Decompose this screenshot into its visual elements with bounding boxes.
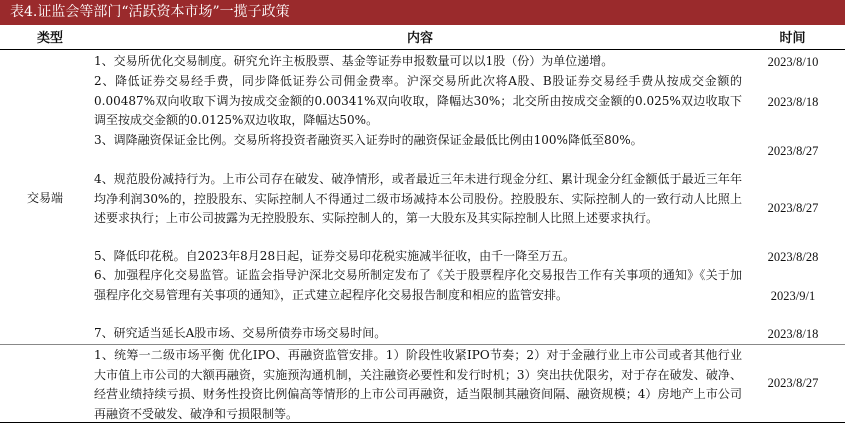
row-date: 2023/8/27 [767, 201, 819, 215]
section-type-trading: 交易端 [26, 191, 63, 205]
table-row: 2、降低证券交易经手费，同步降低证券公司佣金费率。沪深交易所此次将A股、B股证券交易经手费从按成交金额的0.00487%双向收取下调为按成交金额的0.00341%双向收取，降幅达30%；北交所由按成交金额的0.025%双边收取下调至按成交金额的0.0125%双边收取，降幅达50%。 [94, 74, 742, 127]
table-title: 表4.证监会等部门“活跃资本市场”一揽子政策 [10, 4, 290, 20]
header-time: 时间 [779, 31, 806, 46]
table-row: 7、研究适当延长A股市场、交易所债券市场交易时间。 [94, 326, 387, 340]
row-date: 2023/8/18 [767, 95, 819, 109]
header-type: 类型 [36, 31, 63, 46]
row-date: 2023/8/10 [767, 55, 819, 69]
row-date: 2023/8/27 [767, 144, 819, 158]
table-row: 6、加强程序化交易监管。证监会指导沪深北交易所制定发布了《关于股票程序化交易报告工作有关事项的通知》《关于加强程序化交易管理有关事项的通知》，正式建立起程序化交易报告制度和相应的监管安排。 [94, 268, 742, 302]
table-row: 4、规范股份减持行为。上市公司存在破发、破净情形，或者最近三年未进行现金分红、累计现金分红金额低于最近三年年均净利润30%的，控股股东、实际控制人不得通过二级市场减持本公司股份。控股股东、实际控制人的一致行动人比照上述要求执行；上市公司披露为无控股股东、实际控制人的，第一大股东及其实际控制人比照上述要求执行。 [94, 172, 742, 225]
row-date: 2023/9/1 [770, 289, 816, 303]
table-row: 3、调降融资保证金比例。交易所将投资者融资买入证券时的融资保证金最低比例由100%降低至80%。 [94, 133, 643, 147]
section-separator [0, 344, 845, 345]
table-row: 1、统筹一二级市场平衡 优化IPO、再融资监管安排。1）阶段性收紧IPO节奏；2）对于金融行业上市公司或者其他行业大市值上市公司的大额再融资，实施预沟通机制，关注融资必要性和发行时机；3）突出扶优限劣，对于存在破发、破净、经营业绩持续亏损、财务性投资比例偏高等情形的上市公司再融资，适当限制其融资间隔、融资规模；4）房地产上市公司再融资不受破发、破净和亏损限制等。 [94, 348, 742, 421]
table-header [0, 28, 845, 50]
row-date: 2023/8/27 [767, 376, 819, 390]
table-row: 5、降低印花税。自2023年8月28日起，证券交易印花税实施减半征收，由千一降至万五。 [94, 249, 576, 263]
table-bottom-rule [0, 422, 845, 423]
table-title-bar [0, 0, 845, 25]
header-content: 内容 [406, 31, 433, 46]
row-date: 2023/8/28 [767, 250, 819, 264]
table-row: 1、交易所优化交易制度。研究允许主板股票、基金等证券申报数量可以以1股（份）为单位递增。 [94, 54, 614, 68]
header-rule [0, 49, 845, 50]
row-date: 2023/8/18 [767, 327, 819, 341]
